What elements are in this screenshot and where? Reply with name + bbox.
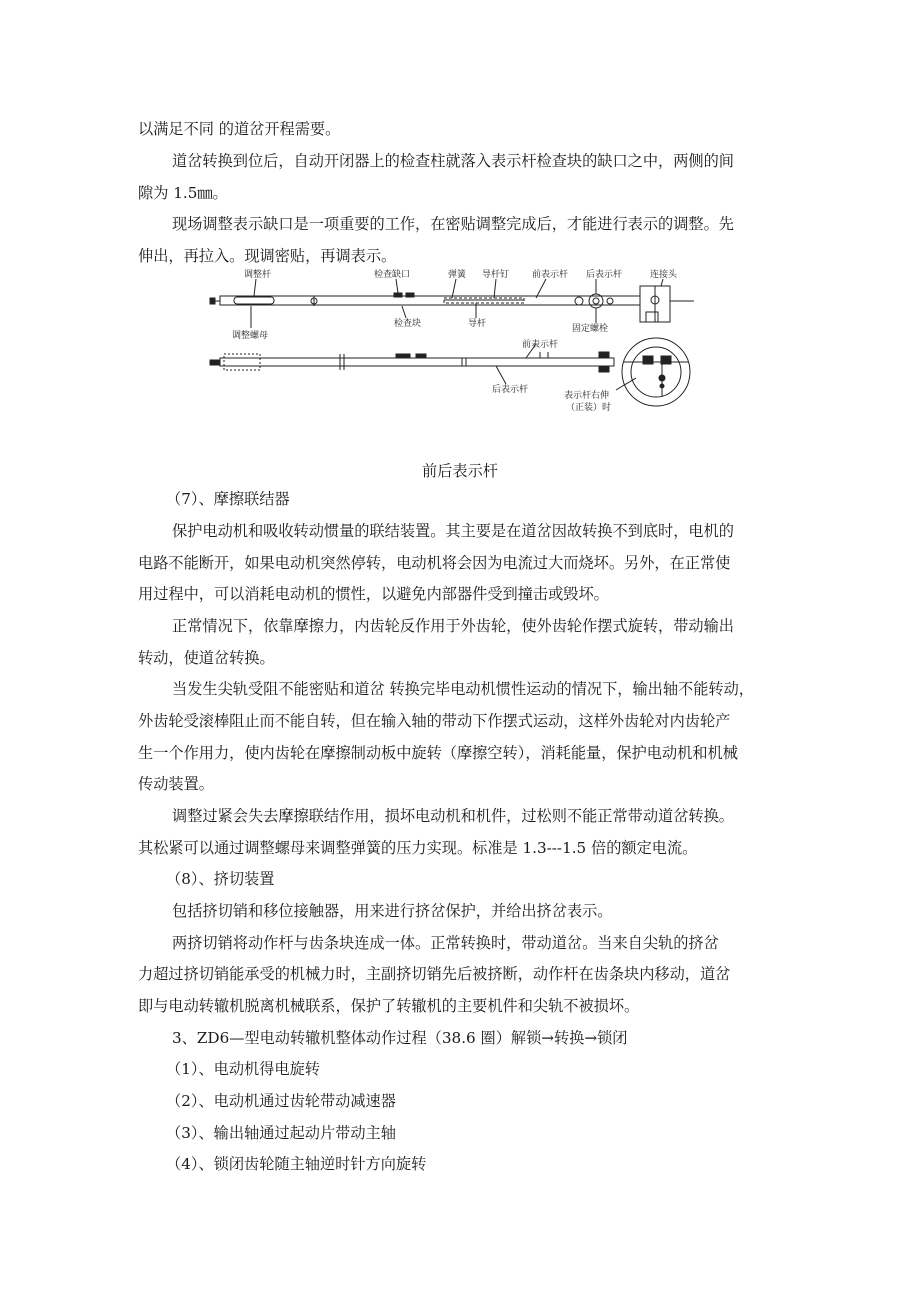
paragraph-line: 现场调整表示缺口是一项重要的工作，在密贴调整完成后，才能进行表示的调整。先 [172,215,734,233]
list-item: （2）、电动机通过齿轮带动减速器 [166,1092,396,1110]
label-adjust-rod: 调整杆 [244,270,272,280]
paragraph-line: 道岔转换到位后，自动开闭器上的检查柱就落入表示杆检查块的缺口之中，两侧的间 [172,152,734,170]
paragraph-line: 转动，使道岔转换。 [138,649,275,667]
label-fix-bolt: 固定螺栓 [572,324,609,334]
paragraph-line: 两挤切销将动作杆与齿条块连成一体。正常转换时，带动道岔。当来自尖轨的挤岔 [172,934,719,952]
paragraph-line: 外齿轮受滚棒阻止而不能自转，但在输入轴的带动下作摆式运动，这样外齿轮对内齿轮产 [138,712,731,730]
lower-rod [220,358,614,366]
list-item: （3）、输出轴通过起动片带动主轴 [166,1124,396,1142]
paragraph-line: 当发生尖轨受阻不能密贴和道岔 转换完毕电动机惯性运动的情况下，输出轴不能转动， [172,680,754,698]
paragraph-line: 伸出，再拉入。现调密贴，再调表示。 [138,247,397,265]
label-connector: 连接头 [650,270,678,280]
label-extend-note-1: 表示杆右伸 [564,391,610,401]
label-check-block: 检查块 [394,319,422,329]
label-check-notch: 检查缺口 [374,270,411,280]
paragraph-line: 以满足不同 的道岔开程需要。 [138,120,341,138]
paragraph-line: 力超过挤切销能承受的机械力时，主副挤切销先后被挤断，动作杆在齿条块内移动，道岔 [138,965,731,983]
label-adjust-nut: 调整螺母 [232,331,269,341]
label-guide-rod: 导杆 [468,319,487,329]
list-item: （1）、电动机得电旋转 [166,1060,320,1078]
section-heading: （7）、摩擦联结器 [166,490,290,508]
paragraph-line: 传动装置。 [138,775,214,793]
paragraph-line: 电路不能断开，如果电动机突然停转，电动机将会因为电流过大而烧坏。另外，在正常使 [138,554,731,572]
indication-rod-figure [206,268,702,418]
paragraph-line: 其松紧可以通过调整螺母来调整弹簧的压力实现。标准是 1.3---1.5 倍的额定电流。 [138,839,698,857]
paragraph-line: 生一个作用力，使内齿轮在摩擦制动板中旋转（摩擦空转），消耗能量，保护电动机和机械 [138,744,738,762]
paragraph-line: 隙为 1.5㎜。 [138,184,228,202]
paragraph-line: 包括挤切销和移位接触器，用来进行挤岔保护，并给出挤岔表示。 [172,902,613,920]
list-item: （4）、锁闭齿轮随主轴逆时针方向旋转 [166,1155,427,1173]
label-rear-rod-bottom: 后表示杆 [492,385,529,395]
label-spring: 弹簧 [448,270,467,280]
label-front-rod-top: 前表示杆 [532,270,569,280]
label-rear-rod-top: 后表示杆 [586,270,623,280]
label-front-rod-bottom: 前表示杆 [522,340,559,350]
paragraph-line: 即与电动转辙机脱离机械联系，保护了转辙机的主要机件和尖轨不被损坏。 [138,997,640,1015]
paragraph-line: 用过程中，可以消耗电动机的惯性，以避免内部器件受到撞击或毁坏。 [138,585,609,603]
paragraph-line: 调整过紧会失去摩擦联结作用，损坏电动机和机件，过松则不能正常带动道岔转换。 [172,807,734,825]
gear-circle [622,338,690,406]
paragraph-line: 保护电动机和吸收转动惯量的联结装置。其主要是在道岔因故转换不到底时，电机的 [172,522,734,540]
label-extend-note-2: （正装）时 [566,403,612,413]
label-guide-pin: 导杆钉 [482,270,510,280]
figure-caption: 前后表示杆 [422,462,498,480]
section-heading: 3、ZD6—型电动转辙机整体动作过程（38.6 圈）解锁→转换→锁闭 [172,1029,628,1047]
section-heading: （8）、挤切装置 [166,870,275,888]
paragraph-line: 正常情况下，依靠摩擦力，内齿轮反作用于外齿轮，使外齿轮作摆式旋转，带动输出 [172,617,734,635]
